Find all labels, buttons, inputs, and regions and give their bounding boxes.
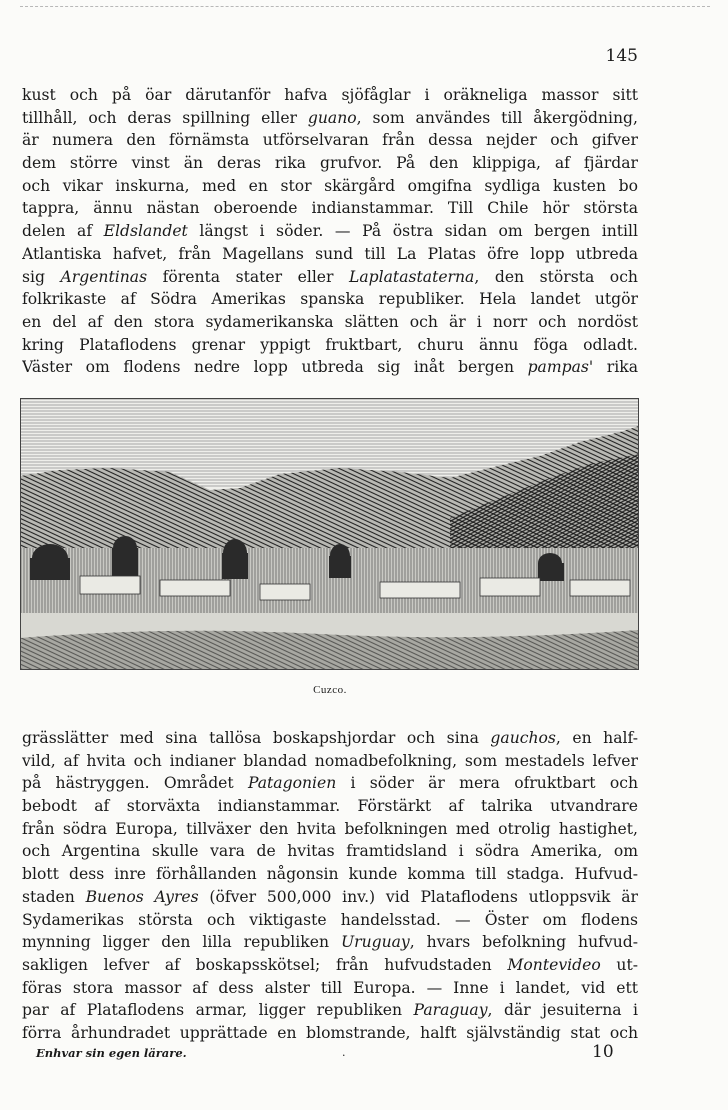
text-line: kust och på öar därutanför hafva sjöfåglar i oräkneliga massor sitt: [22, 86, 638, 104]
text-line: blott dess inre förhållanden någonsin kunde komma till stadga. Hufvud-: [22, 865, 638, 884]
text-line: kring Plataflodens grenar yppigt fruktbart, churu ännu föga odladt.: [22, 335, 638, 354]
text-line: vild, af hvita och indianer blandad nomadbefolkning, som mestadels lefver: [22, 751, 638, 770]
text-line: Sydamerikas största och viktigaste handelsstad. — Öster om flodens: [22, 910, 638, 929]
text-line: föras stora massor af dess alster till Europa. — Inne i landet, vid ett: [22, 978, 638, 997]
text-line: tappra, ännu nästan oberoende indianstammar. Till Chile hör största: [22, 199, 638, 218]
text-line: är numera den förnämsta utförselvaran från dessa nejder och gifver: [22, 131, 638, 150]
footer-series-title: Enhvar sin egen lärare.: [36, 1046, 187, 1060]
paragraph-2: [22, 727, 638, 1045]
text-line: folkrikaste af Södra Amerikas spanska republiker. Hela landet utgör: [22, 290, 638, 309]
text-line: par af Plataflodens armar, ligger republiken Paraguay, där jesuiterna i: [22, 1001, 638, 1020]
text-line: delen af Eldslandet längst i söder. — På östra sidan om bergen intill: [22, 222, 638, 241]
text-line: från södra Europa, tillväxer den hvita befolkningen med otrolig hastighet,: [22, 819, 638, 838]
text-line: dem större vinst än deras rika grufvor. På den klippiga, af fjärdar: [22, 154, 638, 173]
text-line: mynning ligger den lilla republiken Uruguay, hvars befolkning hufvud-: [22, 933, 638, 952]
paragraph-1: [22, 84, 638, 379]
text-line: Atlantiska hafvet, från Magellans sund till La Platas öfre lopp utbreda: [22, 244, 638, 263]
text-line: och Argentina skulle vara de hvitas framtidsland i södra Amerika, om: [22, 842, 638, 861]
top-edge-rule: [20, 6, 710, 7]
text-line: staden Buenos Ayres (öfver 500,000 inv.) vid Plataflodens utloppsvik är: [22, 887, 638, 906]
text-line: grässlätter med sina tallösa boskapshjordar och sina gauchos, en half-: [22, 729, 638, 747]
figure-caption: Cuzco.: [313, 684, 347, 696]
text-line: sakligen lefver af boskapsskötsel; från hufvudstaden Montevideo ut-: [22, 955, 638, 974]
text-line: bebodt af storväxta indianstammar. Förstärkt af talrika utvandrare: [22, 797, 638, 816]
signature-number: 10: [592, 1042, 614, 1062]
engraving-cuzco: [20, 398, 639, 670]
text-line: en del af den stora sydamerikanska slätten och är i norr och nordöst: [22, 312, 638, 331]
text-line: på hästryggen. Området Patagonien i söder är mera ofruktbart och: [22, 774, 638, 793]
text-line: tillhåll, och deras spillning eller guano, som användes till åkergödning,: [22, 108, 638, 127]
text-line: förra århundradet upprättade en blomstrande, halft självständig stat och: [22, 1023, 638, 1042]
page-number: 145: [605, 46, 638, 66]
footer-mark: .: [342, 1046, 346, 1059]
text-line: och vikar inskurna, med en stor skärgård omgifna sydliga kusten bo: [22, 176, 638, 195]
text-line: sig Argentinas förenta stater eller Laplatastaterna, den största och: [22, 267, 638, 286]
text-line: Väster om flodens nedre lopp utbreda sig inåt bergen pampas' rika: [22, 358, 638, 377]
engraving-illustration: [20, 398, 639, 670]
